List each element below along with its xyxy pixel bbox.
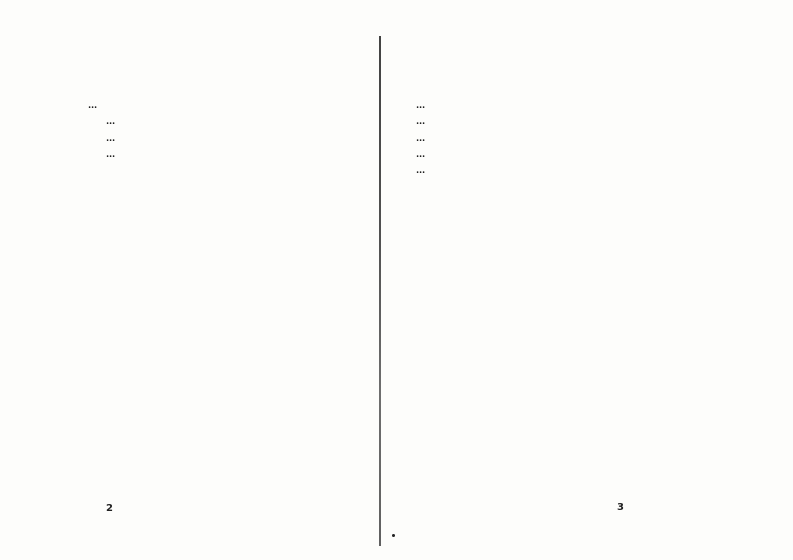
- left-page-number: 2: [106, 503, 113, 514]
- left-paragraph-1: …: [88, 100, 98, 111]
- left-heading-1: …: [106, 116, 116, 128]
- left-paragraph-2: …: [106, 132, 116, 144]
- right-paragraph-2: …: [416, 116, 426, 128]
- right-page-number: 3: [617, 502, 624, 513]
- right-paragraph-1: …: [416, 100, 426, 111]
- right-paragraph-4: …: [416, 148, 426, 160]
- left-heading-2: …: [106, 148, 116, 160]
- right-paragraph-3: …: [416, 132, 426, 144]
- book-gutter: [379, 36, 381, 546]
- right-page: [398, 98, 656, 518]
- scan-speck: [392, 534, 395, 537]
- left-page: [88, 98, 338, 518]
- right-paragraph-5: …: [416, 165, 426, 177]
